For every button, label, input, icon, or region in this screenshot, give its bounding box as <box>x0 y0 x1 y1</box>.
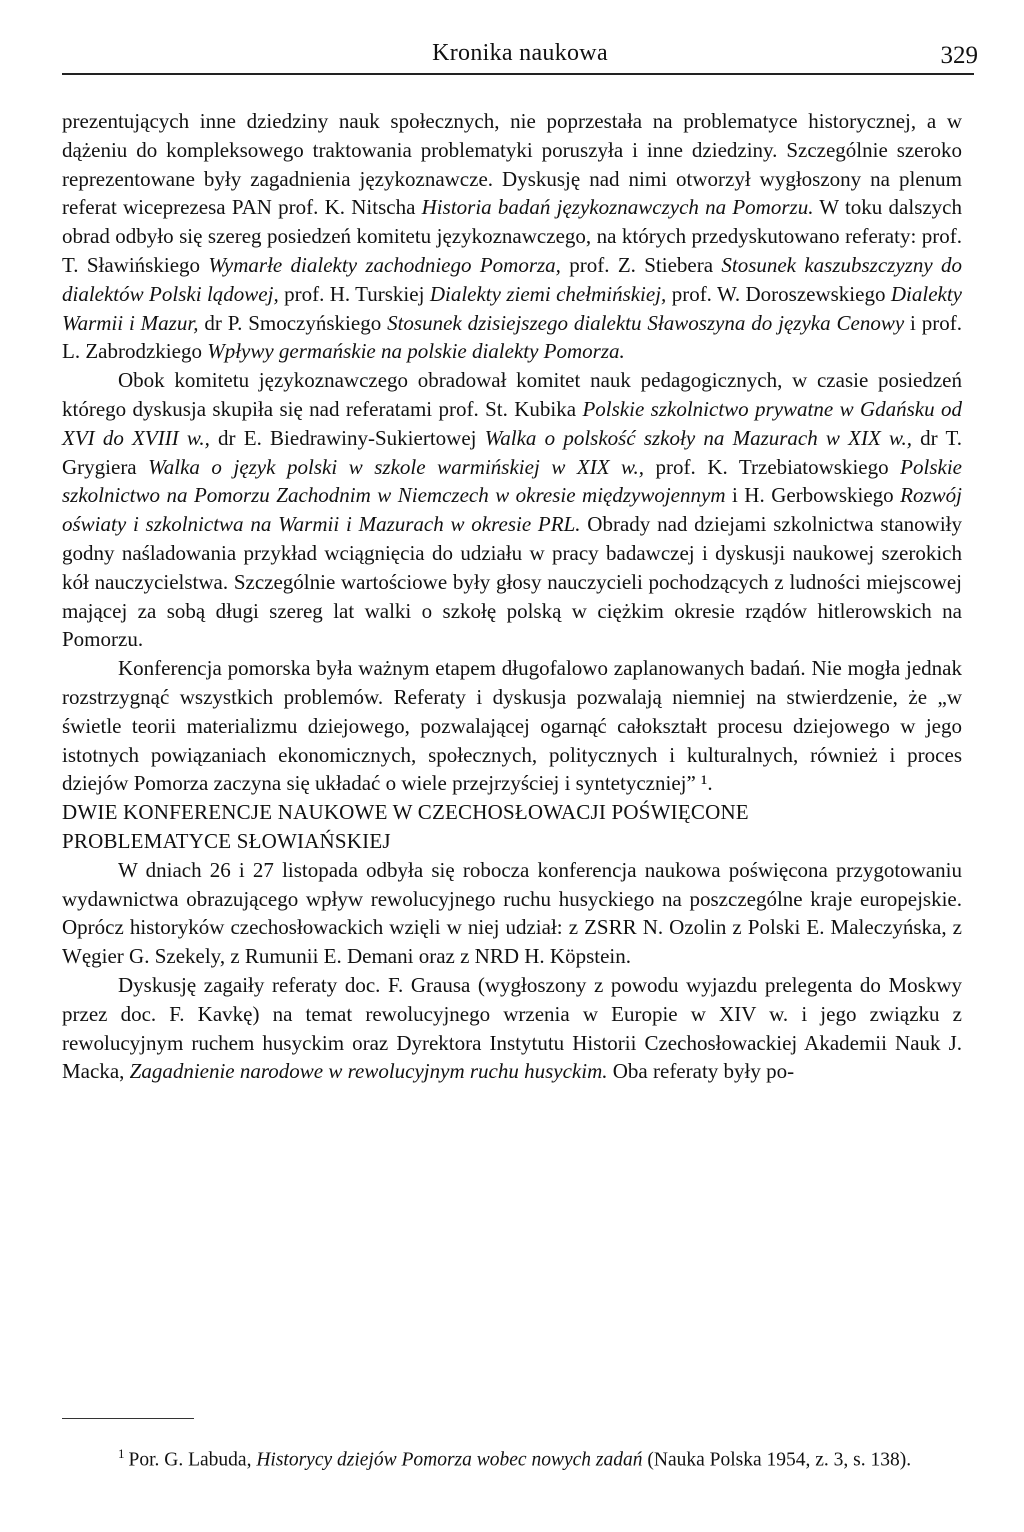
cited-title: Dialekty ziemi chełmińskiej, <box>429 281 667 306</box>
text-segment: prof. H. Turskiej <box>278 281 430 306</box>
article-body <box>62 107 962 1086</box>
running-title: Kronika naukowa <box>432 40 608 66</box>
text-segment: Obok komitetu językoznawczego obradował komitet nauk pedagogicznych, w czasie posiedzeń którego dyskusja skupiła się nad referatami prof. St. Kubika <box>62 368 962 421</box>
section-heading-line: PROBLEMATYCE SŁOWIAŃSKIEJ <box>62 828 391 853</box>
cited-title: Rozwój oświaty i szkolnictwa na Warmii i Mazurach w okresie PRL. <box>62 483 962 537</box>
text-segment: prof. W. Doroszewskiego <box>666 281 891 306</box>
footnote-rule <box>62 1418 194 1419</box>
text-segment: dr P. Smoczyńskiego <box>198 310 388 335</box>
section-heading <box>62 798 962 856</box>
text-segment: Dyskusję zagaiły referaty doc. F. Grausa (wygłoszony z powodu wyjazdu prelegenta do Moskwy przez doc. F. Kavkę) na temat rewolucyjnego wrzenia w Europie w XIV w. i jego związku z rewolucyjnym ruchem husyckim oraz Dyrektora Instytutu Historii Czechosłowackiej Akademii Nauk J. Macka, <box>62 972 962 1084</box>
footnote <box>62 1440 952 1474</box>
cited-title: Dialekty Warmii i Mazur, <box>62 281 963 335</box>
text-segment: dr E. Biedrawiny-Sukiertowej <box>209 425 485 450</box>
text-segment: prof. K. Trzebiatowskiego <box>644 454 901 479</box>
cited-title: Stosunek dzisiejszego dialektu Sławoszyna do języka Cenowy <box>387 310 905 335</box>
cited-title: Polskie szkolnictwo prywatne w Gdańsku od XVI do XVIII w., <box>62 396 962 450</box>
paragraph-conclusion <box>62 654 962 798</box>
cited-title: Stosunek kaszubszczyzny do dialektów Polski lądowej, <box>62 252 962 306</box>
page-number: 329 <box>940 42 978 69</box>
text-segment: Oba referaty były po- <box>607 1059 795 1084</box>
cited-title: Polskie szkolnictwo na Pomorzu Zachodnim w Niemczech w okresie międzywojennym <box>62 454 962 508</box>
paragraph-conference <box>62 856 962 971</box>
paragraph-discussion <box>62 971 962 1086</box>
text-segment: prezentujących inne dziedziny nauk społecznych, nie poprzestała na problematyce historycznej, a w dążeniu do kompleksowego traktowania problematyki poruszyła i inne dziedziny. Szczególnie szeroko reprezentowane były zagadnienia językoznawcze. Dyskusję nad nimi otworzył wygłoszony na plenum referat wiceprezesa PAN prof. K. Nitscha <box>62 109 962 220</box>
running-head <box>62 38 978 74</box>
paragraph-pedagogy <box>62 366 962 654</box>
cited-title: Wymarłe dialekty zachodniego Pomorza, <box>208 252 561 277</box>
cited-title: Zagadnienie narodowe w rewolucyjnym ruchu husyckim. <box>129 1059 608 1084</box>
cited-title: Historia badań językoznawczych na Pomorzu. <box>421 195 814 220</box>
footnote-text: Por. G. Labuda, <box>128 1449 257 1471</box>
text-segment: i H. Gerbowskiego <box>725 483 901 508</box>
text-segment: i prof. L. Zabrodzkiego <box>62 310 962 364</box>
section-heading-line: DWIE KONFERENCJE NAUKOWE W CZECHOSŁOWACJI POŚWIĘCONE <box>62 800 749 825</box>
text-segment: W dniach 26 i 27 listopada odbyła się robocza konferencja naukowa poświęcona przygotowaniu wydawnictwa obrazującego wpływ rewolucyjnego ruchu husyckiego na poszczególne kraje europejskie. Oprócz historyków czechosłowackich wzięli w niej udział: z ZSRR N. Ozolin z Polski E. Maleczyńska, z Węgier G. Szekely, z Rumunii E. Demani oraz z NRD H. Köpstein. <box>62 857 962 969</box>
footnote-text: (Nauka Polska 1954, z. 3, s. 138). <box>642 1449 912 1471</box>
cited-title: Walka o polskość szkoły na Mazurach w XIX w., <box>484 425 912 450</box>
text-segment: Obrady nad dziejami szkolnictwa stanowiły godny naśladowania przykład wciągnięcia do udziału w pracy badawczej i dyskusji naukowej szerokich kół nauczycielstwa. Szczególnie wartościowe były głosy nauczycieli pochodzących z ludności miejscowej mającej za sobą długi szereg lat walki o szkołę polską w ciężkim okresie rządów hitlerowskich na Pomorzu. <box>62 512 962 652</box>
cited-title: Wpływy germańskie na polskie dialekty Pomorza. <box>207 339 625 364</box>
text-segment: Konferencja pomorska była ważnym etapem długofalowo zaplanowanych badań. Nie mogła jednak rozstrzygnąć wszystkich problemów. Referaty i dyskusja pozwalają niemniej na stwierdzenie, że „w świetle teorii materializmu dziejowego, pozwalającej ogarnąć całokształt procesu dziejowego w jego istotnych powiązaniach ekonomicznych, społecznych, politycznych i kulturalnych, również i proces dziejów Pomorza zaczyna się układać o wiele przejrzyściej i syntetyczniej” ¹. <box>62 656 962 796</box>
cited-title: Walka o język polski w szkole warmińskiej w XIX w., <box>148 454 645 479</box>
footnote-marker: 1 <box>118 1446 125 1461</box>
header-rule <box>62 73 974 75</box>
footnote-cited-title: Historycy dziejów Pomorza wobec nowych zadań <box>256 1449 643 1471</box>
paragraph-continuation <box>62 107 962 366</box>
text-segment: prof. Z. Stiebera <box>560 252 722 277</box>
text-segment: W toku dalszych obrad odbyło się szereg posiedzeń komitetu językoznawczego, na których przedyskutowano referaty: prof. T. Sławińskiego <box>62 195 963 277</box>
text-segment: dr T. Grygiera <box>62 425 962 479</box>
